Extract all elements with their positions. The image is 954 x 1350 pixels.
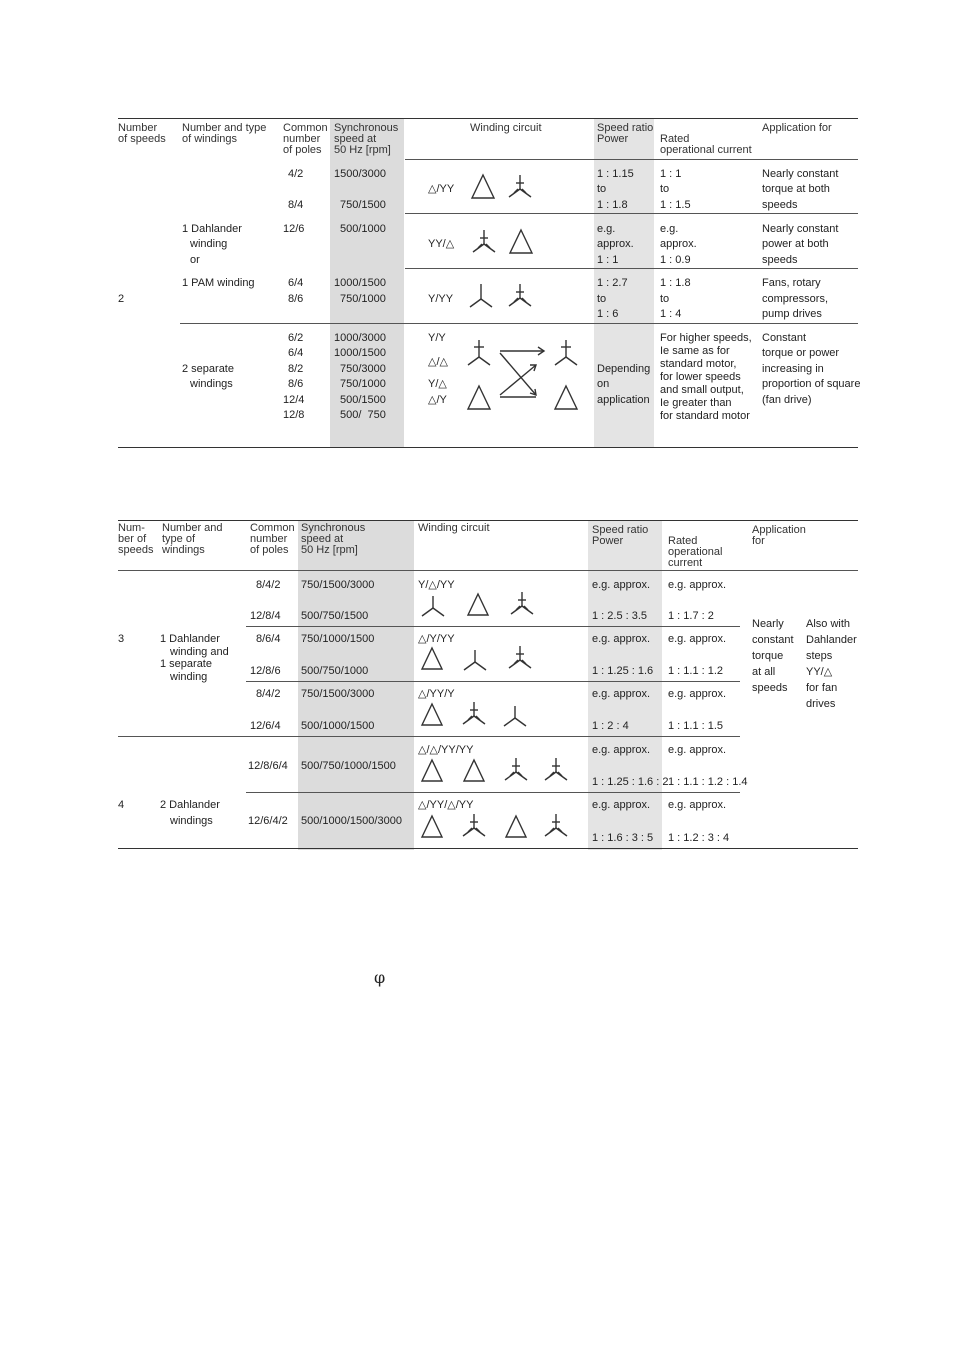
circuit-label: △/Y/YY (418, 633, 455, 645)
poles-cell: 12/4 (283, 394, 305, 406)
delta-winding-icon (508, 228, 534, 256)
delta-winding-icon (420, 758, 444, 784)
table-2-group-rule-4 (246, 792, 740, 793)
circuit-label: △/YY (428, 183, 455, 195)
current-cell: e.g. approx. (668, 579, 727, 591)
speed-cell: 1000/1500 (334, 277, 386, 289)
table-2-top-rule (118, 520, 858, 521)
application-cell: torque or power (762, 347, 840, 359)
speed-cell: 750/3000 (340, 363, 386, 375)
star-winding-icon (553, 338, 579, 368)
speed-cell: 500/1500 (340, 394, 386, 406)
poles-cell: 8/6 (288, 293, 304, 305)
application-cell: Nearly (752, 618, 784, 630)
table-1-group-rule-2 (405, 268, 858, 269)
speeds-count: 4 (118, 799, 125, 811)
speed-cell: 750/1000 (340, 378, 386, 390)
ratio-cell: e.g. approx. (592, 579, 651, 591)
header-number-of-speeds: Num- ber of speeds (118, 522, 154, 556)
current-cell: 1 : 1.2 : 3 : 4 (668, 832, 730, 844)
table-1-bottom-rule (118, 447, 858, 448)
double-star-winding-icon (506, 173, 534, 201)
current-cell: Ie same as for (660, 345, 730, 357)
poles-cell: 6/4 (288, 347, 304, 359)
current-cell: For higher speeds, (660, 332, 752, 344)
winding-type-text: 2 separate (182, 363, 234, 375)
delta-winding-icon (466, 384, 492, 412)
poles-cell: 12/6/4/2 (248, 815, 288, 827)
speed-cell: 750/1000 (340, 293, 386, 305)
delta-winding-icon (420, 814, 444, 840)
header-common-poles: Common number of poles (250, 522, 295, 556)
speed-cell: 500/1000 (340, 223, 386, 235)
speed-cell: 500/1000/1500/3000 (301, 815, 402, 827)
winding-type-text: or (190, 254, 200, 266)
application-cell: torque (752, 650, 784, 662)
delta-winding-icon (420, 646, 444, 672)
stray-phi-symbol: φ (374, 968, 386, 987)
star-winding-icon (466, 338, 492, 368)
circuit-label: △/Y (428, 394, 447, 406)
current-cell: 1 : 1.7 : 2 (668, 610, 714, 622)
application-cell: speeds (752, 682, 788, 694)
application-cell: increasing in (762, 363, 824, 375)
current-cell: e.g. approx. (668, 633, 727, 645)
header-rated-current: Rated operational current (668, 535, 723, 569)
double-star-winding-icon (460, 700, 488, 728)
delta-winding-icon (466, 592, 490, 618)
application-cell: speeds (762, 199, 798, 211)
poles-cell: 12/8 (283, 409, 305, 421)
table-1-group-rule-1 (405, 213, 858, 214)
ratio-cell: to (597, 183, 607, 195)
poles-cell: 8/4/2 (256, 688, 281, 700)
current-cell: to (660, 183, 670, 195)
table-2-group-rule-3 (118, 736, 740, 737)
delta-winding-icon (420, 702, 444, 728)
poles-cell: 8/4/2 (256, 579, 281, 591)
poles-cell: 8/6 (288, 378, 304, 390)
speed-cell: 500/750/1000 (301, 665, 369, 677)
double-star-winding-icon (460, 812, 488, 840)
poles-cell: 8/6/4 (256, 633, 281, 645)
circuit-label: △/△ (428, 356, 448, 368)
ratio-cell: 1 : 1.8 (597, 199, 628, 211)
winding-type-text: winding and (170, 646, 229, 658)
ratio-cell: on (597, 378, 610, 390)
application-cell: YY/△ (806, 666, 833, 678)
winding-type-text: 1 PAM winding (182, 277, 255, 289)
winding-type-text: winding (190, 238, 228, 250)
double-star-winding-icon (506, 282, 534, 310)
application-cell: Also with (806, 618, 851, 630)
current-cell: e.g. (660, 223, 679, 235)
current-cell: 1 : 1.1 : 1.5 (668, 720, 724, 732)
star-winding-icon (462, 648, 488, 672)
application-cell: pump drives (762, 308, 822, 320)
header-number-type-windings: Number and type of windings (182, 122, 267, 145)
circuit-label: △/△/YY/YY (418, 744, 474, 756)
winding-type-text: 1 Dahlander (182, 223, 242, 235)
double-star-winding-icon (508, 590, 536, 618)
ratio-cell: 1 : 1.25 : 1.6 (592, 665, 654, 677)
circuit-label: △/YY/Y (418, 688, 455, 700)
header-sync-speed: Synchronous speed at 50 Hz [rpm] (334, 122, 399, 156)
ratio-cell: Depending (597, 363, 651, 375)
delta-winding-icon (504, 814, 528, 840)
circuit-label: YY/△ (428, 238, 455, 250)
ratio-cell: 1 : 2.5 : 3.5 (592, 610, 648, 622)
header-winding-circuit: Winding circuit (470, 122, 542, 134)
poles-cell: 12/8/4 (250, 610, 281, 622)
poles-cell: 6/4 (288, 277, 304, 289)
header-sync-speed: Synchronous speed at 50 Hz [rpm] (301, 522, 366, 556)
application-cell: Dahlander (806, 634, 857, 646)
poles-cell: 12/6 (283, 223, 305, 235)
current-cell: 1 : 1.1 : 1.2 : 1.4 (668, 776, 748, 788)
ratio-cell: e.g. approx. (592, 633, 651, 645)
ratio-cell: 1 : 2 : 4 (592, 720, 629, 732)
current-cell: 1 : 1.5 (660, 199, 691, 211)
table-1-top-rule (118, 118, 858, 119)
circuit-label: Y/Y (428, 332, 446, 344)
circuit-label: Y/YY (428, 293, 454, 305)
speed-cell: 750/1500/3000 (301, 579, 375, 591)
header-number-of-speeds: Number of speeds (118, 122, 166, 145)
header-application: Application for (762, 122, 832, 134)
winding-type-text: winding (170, 671, 208, 683)
poles-cell: 12/8/6/4 (248, 760, 288, 772)
table-1-group-rule-3 (180, 323, 858, 324)
speed-cell: 1000/3000 (334, 332, 386, 344)
delta-winding-icon (553, 384, 579, 412)
speed-cell: 750/1000/1500 (301, 633, 375, 645)
application-cell: speeds (762, 254, 798, 266)
double-star-winding-icon (502, 756, 530, 784)
ratio-cell: e.g. (597, 223, 616, 235)
application-cell: Constant (762, 332, 807, 344)
current-cell: standard motor, (660, 358, 737, 370)
table-2-header-rule (118, 570, 858, 571)
delta-winding-icon (462, 758, 486, 784)
poles-cell: 6/2 (288, 332, 304, 344)
header-application: Application for (752, 524, 806, 547)
application-cell: power at both (762, 238, 829, 250)
winding-type-text: 1 separate (160, 658, 212, 670)
ratio-cell: 1 : 1.15 (597, 168, 634, 180)
current-cell: 1 : 4 (660, 308, 682, 320)
ratio-cell: 1 : 1.6 : 3 : 5 (592, 832, 654, 844)
poles-cell: 4/2 (288, 168, 304, 180)
poles-cell: 12/6/4 (250, 720, 281, 732)
speed-cell: 750/1500/3000 (301, 688, 375, 700)
current-cell: 1 : 1.1 : 1.2 (668, 665, 724, 677)
application-cell: steps (806, 650, 833, 662)
application-cell: torque at both (762, 183, 830, 195)
header-speed-ratio: Speed ratio Power (597, 122, 654, 145)
star-winding-icon (420, 594, 446, 618)
application-cell: for fan (806, 682, 838, 694)
circuit-label: Y/△/YY (418, 579, 455, 591)
current-cell: e.g. approx. (668, 744, 727, 756)
double-star-winding-icon (470, 228, 498, 256)
ratio-cell: 1 : 1.25 : 1.6 : 2 (592, 776, 669, 788)
ratio-cell: e.g. approx. (592, 744, 651, 756)
table-1-header-rule (405, 159, 858, 160)
current-cell: and small output, (660, 384, 744, 396)
current-cell: Ie greater than (660, 397, 732, 409)
table-2-group-rule-1 (246, 626, 740, 627)
star-winding-icon (502, 704, 528, 728)
current-cell: to (660, 293, 670, 305)
application-cell: compressors, (762, 293, 829, 305)
speed-cell: 1000/1500 (334, 347, 386, 359)
application-cell: at all (752, 666, 776, 678)
speed-cell: 750/1500 (340, 199, 386, 211)
poles-cell: 8/2 (288, 363, 304, 375)
application-cell: drives (806, 698, 836, 710)
ratio-cell: 1 : 1 (597, 254, 619, 266)
ratio-cell: to (597, 293, 607, 305)
current-cell: 1 : 0.9 (660, 254, 691, 266)
current-cell: e.g. approx. (668, 688, 727, 700)
header-winding-circuit: Winding circuit (418, 522, 490, 534)
header-number-type-windings: Number and type of windings (162, 522, 223, 556)
ratio-cell: e.g. approx. (592, 688, 651, 700)
ratio-cell: 1 : 2.7 (597, 277, 628, 289)
current-cell: for lower speeds (660, 371, 741, 383)
double-star-winding-icon (542, 756, 570, 784)
speeds-count: 3 (118, 633, 125, 645)
crossover-arrows-icon (496, 345, 550, 401)
circuit-label: △/YY/△/YY (418, 799, 474, 811)
winding-type-text: 1 Dahlander (160, 633, 220, 645)
application-cell: Fans, rotary (762, 277, 821, 289)
speed-cell: 500/1000/1500 (301, 720, 375, 732)
winding-type-text: windings (190, 378, 233, 390)
application-cell: Nearly constant (762, 223, 839, 235)
current-cell: 1 : 1 (660, 168, 682, 180)
double-star-winding-icon (506, 644, 534, 672)
double-star-winding-icon (542, 812, 570, 840)
application-cell: proportion of square (762, 378, 861, 390)
speed-cell: 500/ 750 (340, 409, 386, 421)
speed-cell: 1500/3000 (334, 168, 386, 180)
header-rated-current: Rated operational current (660, 133, 752, 156)
winding-type-text: 2 Dahlander (160, 799, 220, 811)
current-cell: e.g. approx. (668, 799, 727, 811)
table-2-group-rule-2 (246, 681, 740, 682)
ratio-cell: application (597, 394, 650, 406)
header-common-poles: Common number of poles (283, 122, 328, 156)
speed-cell: 500/750/1500 (301, 610, 369, 622)
ratio-cell: approx. (597, 238, 634, 250)
delta-winding-icon (470, 173, 496, 201)
application-cell: constant (752, 634, 794, 646)
ratio-cell: 1 : 6 (597, 308, 619, 320)
circuit-label: Y/△ (428, 378, 447, 390)
poles-cell: 8/4 (288, 199, 304, 211)
star-winding-icon (468, 282, 494, 310)
table-2-bottom-rule (118, 848, 858, 849)
speed-cell: 500/750/1000/1500 (301, 760, 396, 772)
winding-type-text: windings (170, 815, 213, 827)
speeds-count: 2 (118, 293, 125, 305)
poles-cell: 12/8/6 (250, 665, 281, 677)
current-cell: for standard motor (660, 410, 750, 422)
application-cell: Nearly constant (762, 168, 839, 180)
application-cell: (fan drive) (762, 394, 812, 406)
current-cell: 1 : 1.8 (660, 277, 691, 289)
header-speed-ratio: Speed ratio Power (592, 524, 649, 547)
ratio-cell: e.g. approx. (592, 799, 651, 811)
current-cell: approx. (660, 238, 697, 250)
